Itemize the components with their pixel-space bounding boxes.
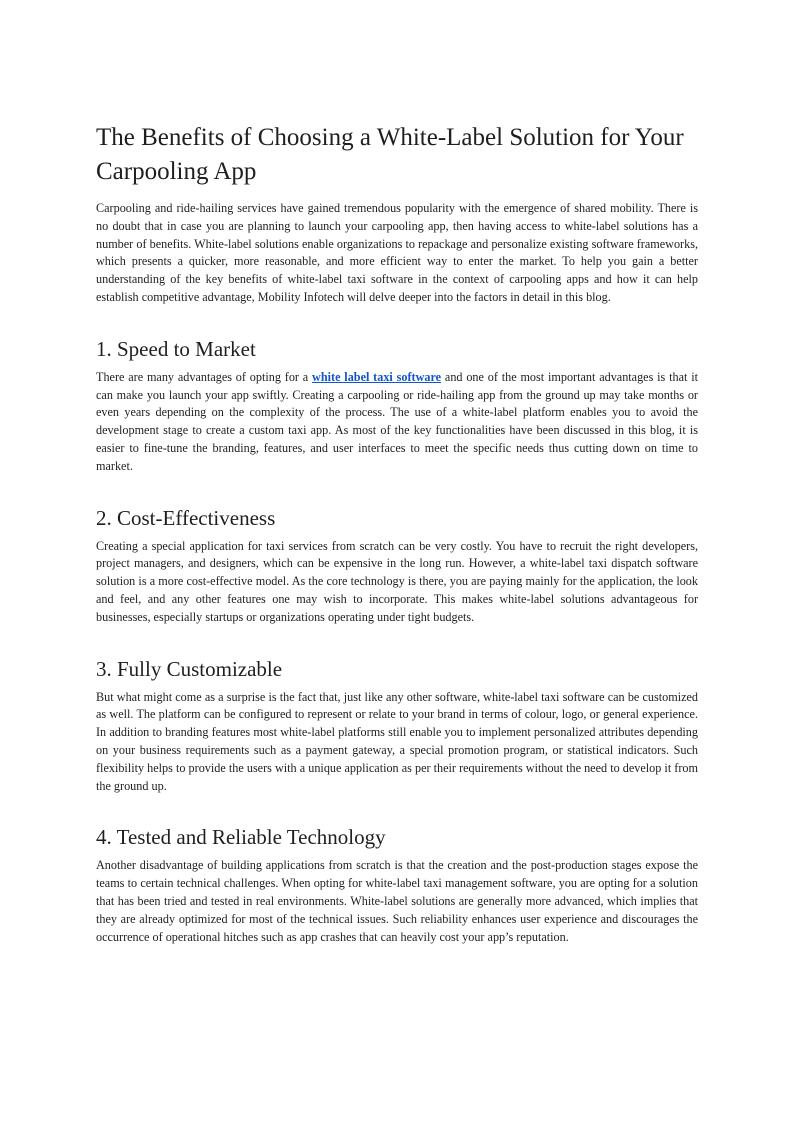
section-heading: 1. Speed to Market bbox=[96, 336, 256, 361]
section-heading: 2. Cost-Effectiveness bbox=[96, 505, 276, 530]
document-page bbox=[96, 121, 698, 946]
white-label-taxi-software-link[interactable]: white label taxi software bbox=[312, 369, 442, 384]
section-paragraph bbox=[96, 369, 698, 476]
section-heading: 4. Tested and Reliable Technology bbox=[96, 825, 386, 850]
section-paragraph: But what might come as a surprise is the fact that, just like any other software, white-label taxi software can be customized as well. The platform can be configured to represent or relate to your brand in terms of colour, logo, or general experience. In addition to branding features most white-label platforms still enable you to implement personalized attributes depending on your business requirements such as a payment gateway, a special promotion program, or statistical indicators. Such flexibility helps to provide the users with a unique application as per their requirements without the need to develop it from the ground up. bbox=[96, 689, 698, 793]
document-title: The Benefits of Choosing a White-Label Solution for Your Carpooling App bbox=[96, 124, 684, 185]
section-speed-to-market bbox=[96, 335, 698, 476]
paragraph-text: and one of the most important advantages is that it can make you launch your app swiftly. Creating a carpooling or ride-hailing app from the ground up may take months or even years depending on the complexity of the process. The use of a white-label platform enables you to avoid the development stage to create a custom taxi app. As most of the key functionalities have been discussed in this blog, it is easier to fine-tune the branding, features, and user interfaces to meet the specific needs thus cutting down on time to market. bbox=[96, 369, 698, 473]
paragraph-text: There are many advantages of opting for a bbox=[96, 369, 313, 384]
section-fully-customizable bbox=[96, 655, 698, 796]
section-tested-reliable-technology bbox=[96, 823, 698, 946]
section-heading: 3. Fully Customizable bbox=[96, 656, 283, 681]
section-paragraph: Creating a special application for taxi services from scratch can be very costly. You have to recruit the right developers, project managers, and designers, which can be expensive in the long run. However, a white-label taxi dispatch software solution is a more cost-effective model. As the core technology is there, you are paying mainly for the application, the look and feel, and any other features one may wish to incorporate. This makes white-label solutions advantageous for businesses, especially startups or organizations operating under tight budgets. bbox=[96, 538, 698, 624]
intro-paragraph: Carpooling and ride-hailing services have gained tremendous popularity with the emergence of shared mobility. There is no doubt that in case you are planning to launch your carpooling app, then having access to white-label solutions has a number of benefits. White-label solutions enable organizations to repackage and personalize existing software frameworks, which presents a quicker, more reasonable, and more efficient way to enter the market. To help you gain a better understanding of the key benefits of white-label taxi software in the context of carpooling apps and how it can help establish competitive advantage, Mobility Infotech will delve deeper into the factors in detail in this blog. bbox=[96, 201, 698, 304]
section-cost-effectiveness bbox=[96, 504, 698, 627]
section-paragraph: Another disadvantage of building applications from scratch is that the creation and the post-production stages expose the teams to certain technical challenges. When opting for white-label taxi management software, you are opting for a solution that has been tried and tested in real environments. White-label solutions are generally more advanced, which implies that they are already optimized for most of the technical issues. Such reliability enhances user experience and discourages the occurrence of operational hitches such as app crashes that can heavily cost your app’s reputation. bbox=[96, 858, 698, 944]
